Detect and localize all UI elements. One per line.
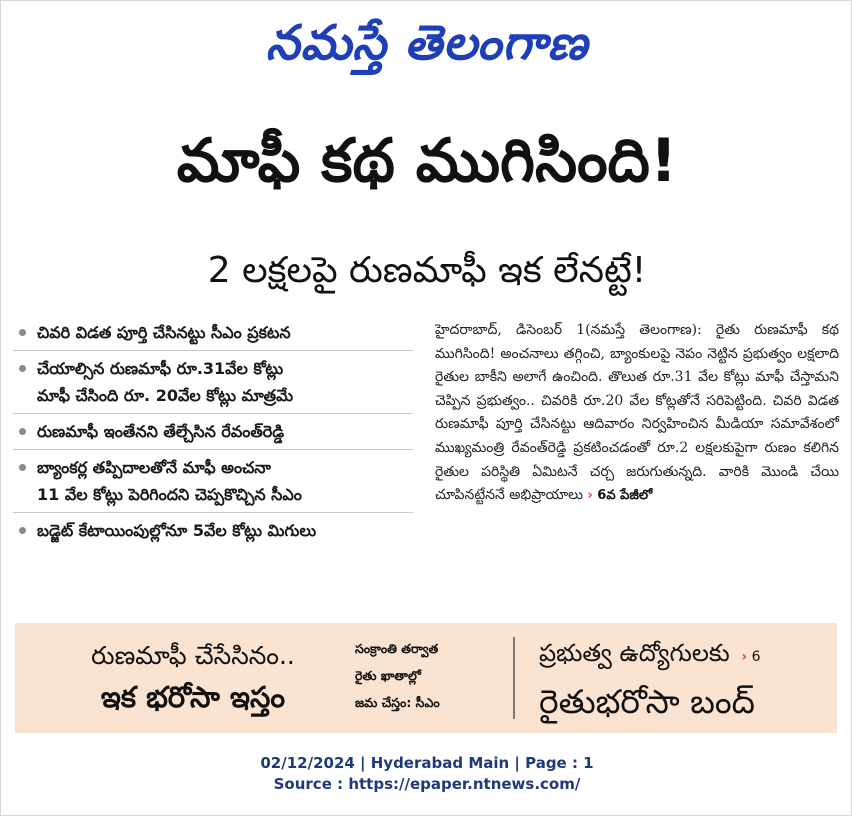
highlight-item xyxy=(13,319,413,351)
promo-middle[interactable] xyxy=(355,635,495,716)
promo-banner xyxy=(15,623,837,733)
headline: మాఫీ కథ ముగిసింది! xyxy=(176,126,678,196)
highlight-line: బ్యాంకర్ల తప్పిదాలతోనే మాఫీ అంచనా xyxy=(37,458,271,477)
bullet-dot-icon xyxy=(19,329,26,336)
highlight-line: రుణమాఫీ ఇంతేనని తేల్చేసిన రేవంత్‌రెడ్డి xyxy=(37,422,285,441)
highlight-line: బడ్జెట్ కేటాయింపుల్లోనూ 5వేల కోట్లు మిగులు xyxy=(37,521,317,540)
highlight-line: చేయాల్సిన రుణమాఫీ రూ.31వేల కోట్లు xyxy=(37,359,284,378)
promo-left-line1: రుణమాఫీ చేసేసినం.. xyxy=(91,641,295,670)
highlight-line: చివరి విడత పూర్తి చేసినట్టు సీఎం ప్రకటన xyxy=(37,323,291,342)
article-body xyxy=(435,319,839,508)
newspaper-masthead: నమస్తే తెలంగాణ xyxy=(265,15,589,71)
source-link[interactable]: Source : https://epaper.ntnews.com/ xyxy=(273,775,581,793)
subheadline: 2 లక్షలపై రుణమాఫీ ఇక లేనట్టే! xyxy=(207,250,647,291)
promo-middle-line: సంక్రాంతి తర్వాత xyxy=(355,641,439,656)
highlight-line: మాఫీ చేసింది రూ. 20వేల కోట్లు మాత్రమే xyxy=(37,386,294,405)
promo-middle-line: రైతు ఖాతాల్లో xyxy=(355,668,421,683)
promo-right-line1 xyxy=(539,633,835,677)
chevron-right-icon: › xyxy=(741,649,748,665)
highlight-item xyxy=(13,517,413,548)
bullet-dot-icon xyxy=(19,428,26,435)
bullet-dot-icon xyxy=(19,527,26,534)
promo-middle-line: జమ చేస్తం: సీఎం xyxy=(355,695,440,710)
bullet-dot-icon xyxy=(19,365,26,372)
promo-right-title: ప్రభుత్వ ఉద్యోగులకు xyxy=(539,639,730,667)
page-footer xyxy=(1,753,852,795)
promo-right[interactable] xyxy=(539,633,835,727)
promo-page-ref xyxy=(741,649,760,665)
continued-on-page-link[interactable] xyxy=(587,488,652,503)
highlight-line: 11 వేల కోట్లు పెరిగిందని చెప్పకొచ్చిన సీఎం xyxy=(37,485,302,504)
highlights-list xyxy=(13,319,413,552)
chevron-right-icon: › xyxy=(587,488,593,504)
highlight-item xyxy=(13,454,413,513)
promo-left[interactable] xyxy=(35,637,351,719)
promo-left-line2: ఇక భరోసా ఇస్తం xyxy=(100,680,286,714)
bullet-dot-icon xyxy=(19,464,26,471)
promo-right-line2: రైతుభరోసా బంద్ xyxy=(539,682,755,721)
highlight-item xyxy=(13,355,413,414)
article-body-text: హైదరాబాద్, డిసెంబర్ 1(నమస్తే తెలంగాణ): రైతు రుణమాఫీ కథ ముగిసింది! అంచనాలు తగ్గించి, బ్యాంకులపై నెపం నెట్టిన ప్రభుత్వం లక్షలాది రైతుల బాకీని అలాగే ఉంచింది. తొలుత రూ.31 వేల కోట్లు మాఫీ చేస్తామని చెప్పిన ప్రభుత్వం.. చివరికి రూ.20 వేల కోట్లతోనే సరిపెట్టింది. చివరి విడత రుణమాఫీ పూర్తి చేసినట్టు ఆదివారం నిర్వహించిన మీడియా సమావేశంలో ముఖ్యమంత్రి రేవంత్‌రెడ్డి ప్రకటించడంతో రూ.2 లక్షలకుపైగా రుణం కలిగిన రైతుల పరిస్థితి ఏమిటనే చర్చ జరుగుతున్నది. వారికి మొండి చేయి చూపినట్టేననే అభిప్రాయాలు xyxy=(435,322,839,504)
promo-page-number: 6 xyxy=(751,649,761,665)
edition-info: 02/12/2024 | Hyderabad Main | Page : 1 xyxy=(260,754,594,772)
banner-divider xyxy=(513,637,515,719)
highlight-item xyxy=(13,418,413,450)
continued-label: 6వ పేజీలో xyxy=(597,488,653,504)
